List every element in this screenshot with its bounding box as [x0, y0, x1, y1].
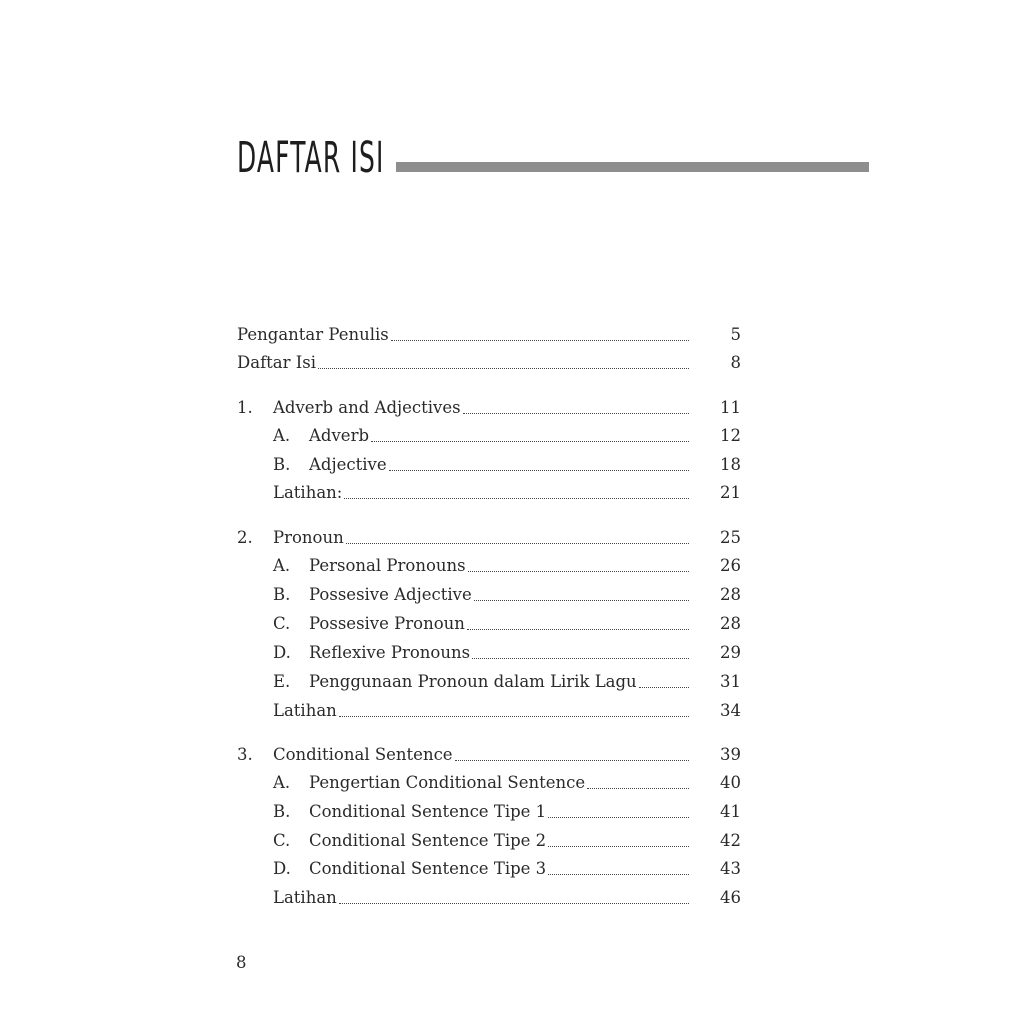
toc-entry-label: Possesive Adjective [309, 585, 472, 604]
toc-entry-page: 12 [720, 426, 741, 445]
toc-entry-label: Latihan [273, 701, 337, 720]
toc-entry-page: 28 [720, 585, 741, 604]
toc-entry-page: 8 [730, 353, 741, 372]
toc-entry-label: Adverb [309, 426, 370, 445]
toc-entry-page: 26 [720, 556, 741, 575]
toc-entry-page: 31 [720, 672, 741, 691]
toc-entry [0, 396, 1024, 420]
toc-entry-page: 43 [720, 859, 741, 878]
toc-entry [0, 554, 1024, 578]
toc-entry-leader [468, 570, 689, 572]
toc-entry-page: 41 [720, 802, 741, 821]
toc-entry [0, 481, 1024, 505]
toc-entry-marker: 2. [237, 528, 253, 547]
toc-entry-label: Latihan: [273, 483, 343, 502]
toc-entry-marker: A. [273, 556, 291, 575]
toc-entry [0, 699, 1024, 723]
toc-entry-label: Possesive Pronoun [309, 614, 465, 633]
toc-entry [0, 526, 1024, 550]
toc-entry-leader [548, 816, 689, 818]
toc-entry [0, 857, 1024, 881]
toc-entry-marker: D. [273, 859, 291, 878]
toc-entry-leader [455, 759, 689, 761]
toc-entry-label: Conditional Sentence Tipe 2 [309, 831, 547, 850]
toc-entry-leader [548, 845, 689, 847]
toc-entry [0, 743, 1024, 767]
toc-entry [0, 583, 1024, 607]
toc-entry-label: Conditional Sentence Tipe 1 [309, 802, 547, 821]
toc-entry-label: Conditional Sentence Tipe 3 [309, 859, 547, 878]
toc-entry-marker: A. [273, 426, 291, 445]
toc-entry-marker: E. [273, 672, 291, 691]
toc-entry [0, 612, 1024, 636]
toc-entry-leader [639, 686, 689, 688]
toc-entry [0, 670, 1024, 694]
toc-entry-label: Latihan [273, 888, 337, 907]
toc-entry-leader [463, 412, 689, 414]
toc-entry [0, 351, 1024, 375]
toc-entry-page: 34 [720, 701, 741, 720]
toc-entry-leader [389, 469, 689, 471]
toc-entry-label: Daftar Isi [237, 353, 317, 372]
toc-entry-page: 25 [720, 528, 741, 547]
toc-entry-label: Reflexive Pronouns [309, 643, 471, 662]
toc-entry-page: 42 [720, 831, 741, 850]
toc-entry-page: 21 [720, 483, 741, 502]
toc-entry-page: 40 [720, 773, 741, 792]
toc-entry [0, 641, 1024, 665]
page-number: 8 [236, 953, 247, 972]
toc-entry-leader [346, 542, 689, 544]
toc-entry-label: Pengertian Conditional Sentence [309, 773, 586, 792]
toc-entry-leader [467, 628, 689, 630]
toc-entry-marker: B. [273, 455, 291, 474]
toc-entry-page: 46 [720, 888, 741, 907]
toc-entry-marker: B. [273, 585, 291, 604]
toc-entry-label: Adverb and Adjectives [273, 398, 461, 417]
toc-entry-marker: 3. [237, 745, 253, 764]
toc-entry-leader [339, 715, 689, 717]
toc-entry-leader [474, 599, 689, 601]
toc-entry-marker: C. [273, 614, 291, 633]
toc-entry [0, 771, 1024, 795]
toc-entry-marker: C. [273, 831, 291, 850]
toc-entry-leader [339, 902, 689, 904]
toc-entry [0, 886, 1024, 910]
toc-entry [0, 829, 1024, 853]
toc-entry-marker: B. [273, 802, 291, 821]
toc-entry-label: Pengantar Penulis [237, 325, 389, 344]
toc-entry-label: Conditional Sentence [273, 745, 453, 764]
toc-entry-leader [318, 367, 689, 369]
toc-entry-label: Adjective [309, 455, 387, 474]
toc-entry-page: 11 [720, 398, 741, 417]
toc-entry [0, 424, 1024, 448]
toc-entry-page: 18 [720, 455, 741, 474]
toc-entry [0, 323, 1024, 347]
toc-entry-page: 28 [720, 614, 741, 633]
toc-entry-page: 39 [720, 745, 741, 764]
toc-entry-leader [548, 873, 689, 875]
toc-entry-label: Pronoun [273, 528, 344, 547]
toc-entry-leader [371, 440, 689, 442]
toc-entry-marker: A. [273, 773, 291, 792]
page-title: DAFTAR ISI [237, 133, 385, 183]
toc-entry-page: 29 [720, 643, 741, 662]
toc-entry-marker: D. [273, 643, 291, 662]
toc-entry [0, 800, 1024, 824]
toc-entry-leader [472, 657, 689, 659]
toc-entry-leader [391, 339, 689, 341]
toc-entry-leader [344, 497, 689, 499]
toc-entry [0, 453, 1024, 477]
toc-entry-leader [587, 787, 689, 789]
toc-entry-page: 5 [730, 325, 741, 344]
toc-entry-label: Personal Pronouns [309, 556, 466, 575]
toc-entry-marker: 1. [237, 398, 253, 417]
toc-entry-label: Penggunaan Pronoun dalam Lirik Lagu [309, 672, 637, 691]
